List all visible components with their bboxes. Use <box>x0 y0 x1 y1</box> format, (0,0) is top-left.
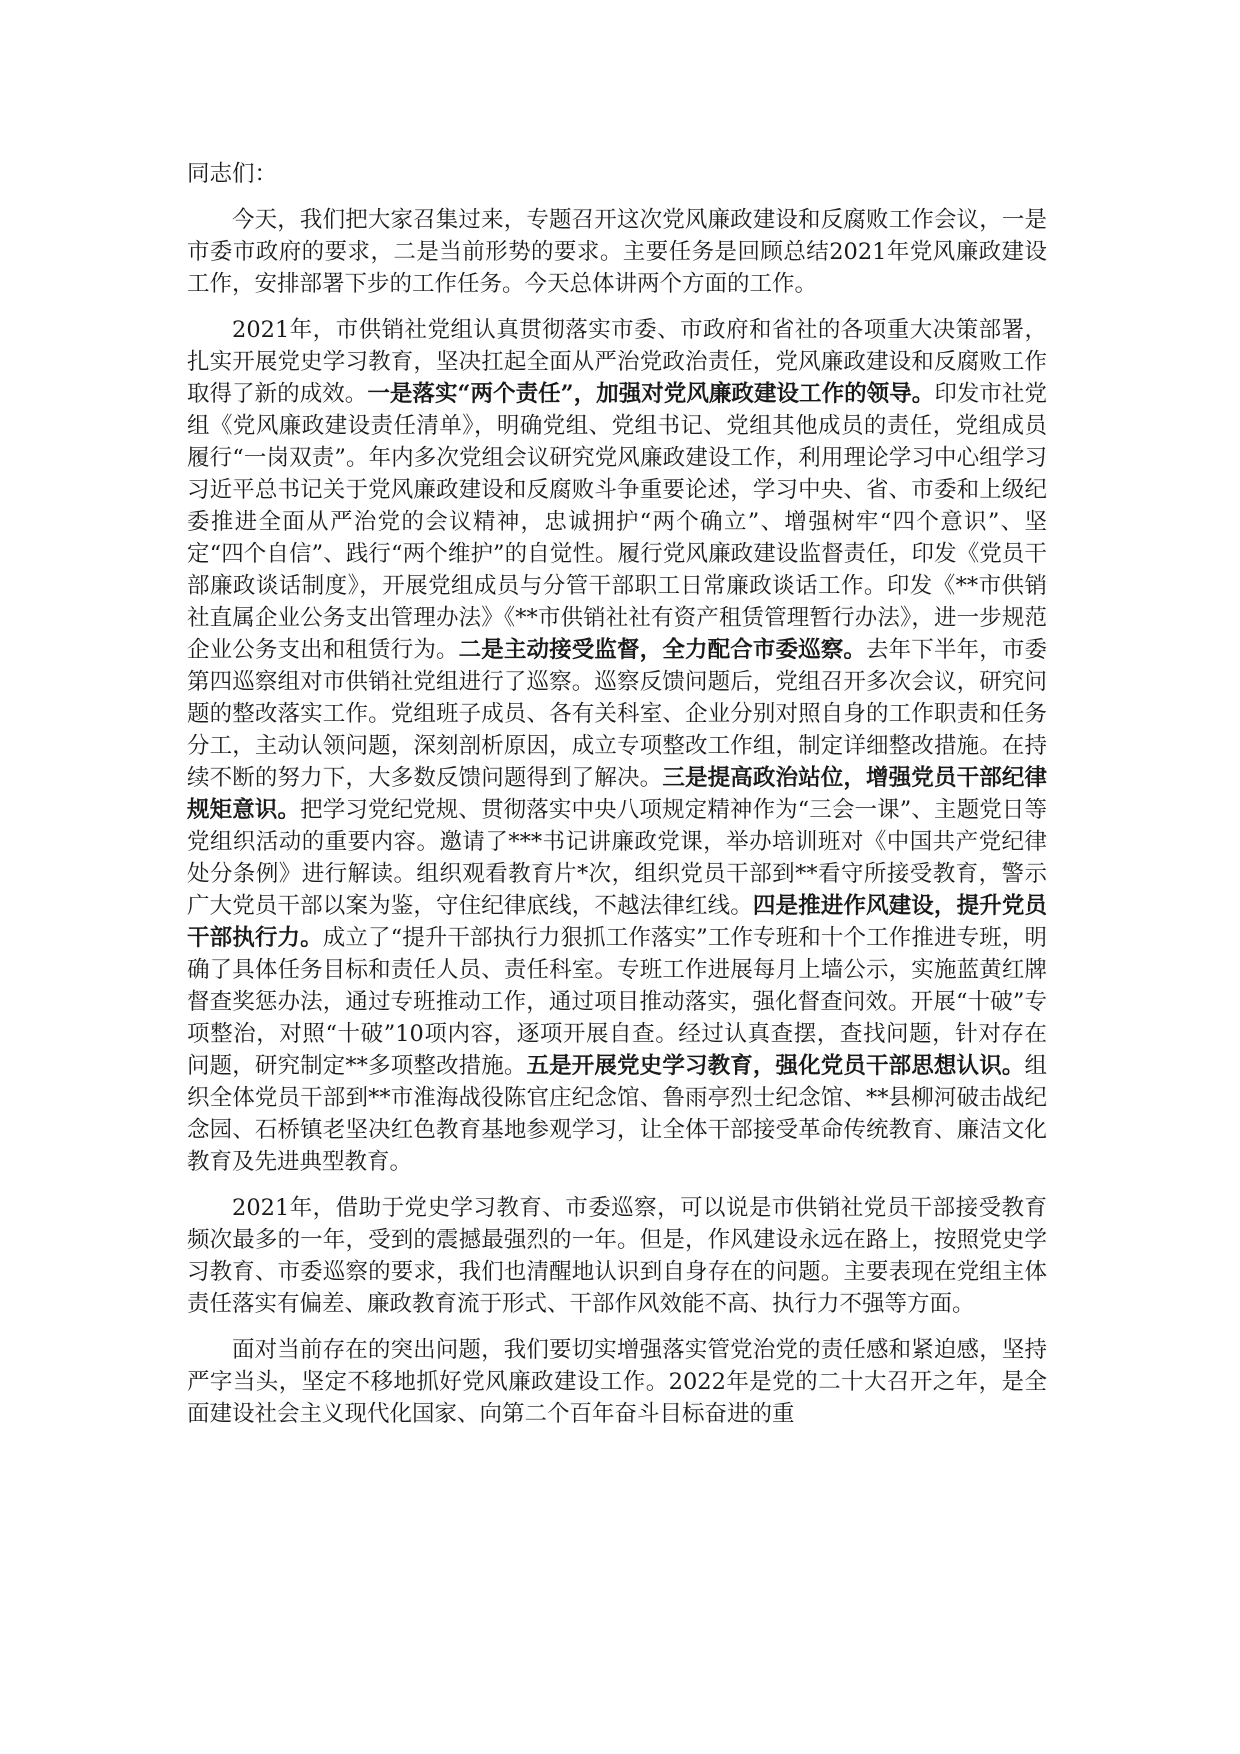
point-3-text: 把学习党纪党规、贯彻落实中央八项规定精神作为“三会一课”、主题党日等党组织活动的重要内容。邀请了***书记讲廉政党课，举办培训班对《中国共产党纪律处分条例》进行解读。组织观看教育片*次，组织党员干部到**看守所接受教育，警示广大党员干部以案为鉴，守住纪律底线，不越法律红线。 <box>187 797 1047 919</box>
paragraph-outlook: 面对当前存在的突出问题，我们要切实增强落实管党治党的责任感和紧迫感，坚持严字当头，坚定不移地抓好党风廉政建设工作。2022年是党的二十大召开之年，是全面建设社会主义现代化国家、向第二个百年奋斗目标奋进的重 <box>187 1337 1047 1427</box>
point-2-heading: 二是主动接受监督，全力配合市委巡察。 <box>458 637 867 663</box>
point-5-heading: 五是开展党史学习教育，强化党员干部思想认识。 <box>526 1053 1025 1079</box>
point-1-text: 印发市社党组《党风廉政建设责任清单》，明确党组、党组书记、党组其他成员的责任，党组成员履行“一岗双责”。年内多次党组会议研究党风廉政建设工作，利用理论学习中心组学习习近平总书记关于党风廉政建设和反腐败斗争重要论述，学习中央、省、市委和上级纪委推进全面从严治党的会议精神，忠诚拥护“两个确立”、增强树牢“四个意识”、坚定“四个自信”、践行“两个维护”的自觉性。履行党风廉政建设监督责任，印发《党员干部廉政谈话制度》，开展党组成员与分管干部职工日常廉政谈话工作。印发《**市供销社直属企业公务支出管理办法》《**市供销社社有资产租赁管理暂行办法》，进一步规范企业公务支出和租赁行为。 <box>187 381 1047 663</box>
point-3-heading: 三是提高政治站位，增强党员干部纪律规矩意识。 <box>187 765 1047 823</box>
point-2-text: 去年下半年，市委第四巡察组对市供销社党组进行了巡察。巡察反馈问题后，党组召开多次会议，研究问题的整改落实工作。党组班子成员、各有关科室、企业分别对照自身的工作职责和任务分工，主动认领问题，深刻剖析原因，成立专项整改工作组，制定详细整改措施。在持续不断的努力下，大多数反馈问题得到了解决。 <box>187 637 1047 791</box>
salutation: 同志们： <box>187 161 278 187</box>
point-4-text: 成立了“提升干部执行力狠抓工作落实”工作专班和十个工作推进专班，明确了具体任务目标和责任人员、责任科室。专班工作进展每月上墙公示，实施蓝黄红牌督查奖惩办法，通过专班推动工作，通过项目推动落实，强化督查问效。开展“十破”专项整治，对照“十破”10项内容，逐项开展自查。经过认真查摆，查找问题，针对存在问题，研究制定**多项整改措施。 <box>187 925 1047 1079</box>
document-body <box>187 158 1047 1444</box>
point-1-heading: 一是落实“两个责任”，加强对党风廉政建设工作的领导。 <box>367 381 935 407</box>
paragraph-work-review <box>187 314 1047 1178</box>
point-5-text: 组织全体党员干部到**市淮海战役陈官庄纪念馆、鲁雨亭烈士纪念馆、**县柳河破击战纪念园、石桥镇老坚决红色教育基地参观学习，让全体干部接受革命传统教育、廉洁文化教育及先进典型教育。 <box>187 1053 1047 1175</box>
paragraph-problems: 2021年，借助于党史学习教育、市委巡察，可以说是市供销社党员干部接受教育频次最多的一年，受到的震撼最强烈的一年。但是，作风建设永远在路上，按照党史学习教育、市委巡察的要求，我们也清醒地认识到自身存在的问题。主要表现在党组主体责任落实有偏差、廉政教育流于形式、干部作风效能不高、执行力不强等方面。 <box>187 1195 1047 1317</box>
review-intro-text: 2021年，市供销社党组认真贯彻落实市委、市政府和省社的各项重大决策部署，扎实开展党史学习教育，坚决扛起全面从严治党政治责任，党风廉政建设和反腐败工作取得了新的成效。 <box>187 317 1047 407</box>
point-4-heading: 四是推进作风建设，提升党员干部执行力。 <box>187 893 1047 951</box>
paragraph-intro: 今天，我们把大家召集过来，专题召开这次党风廉政建设和反腐败工作会议，一是市委市政府的要求，二是当前形势的要求。主要任务是回顾总结2021年党风廉政建设工作，安排部署下步的工作任务。今天总体讲两个方面的工作。 <box>187 207 1047 297</box>
